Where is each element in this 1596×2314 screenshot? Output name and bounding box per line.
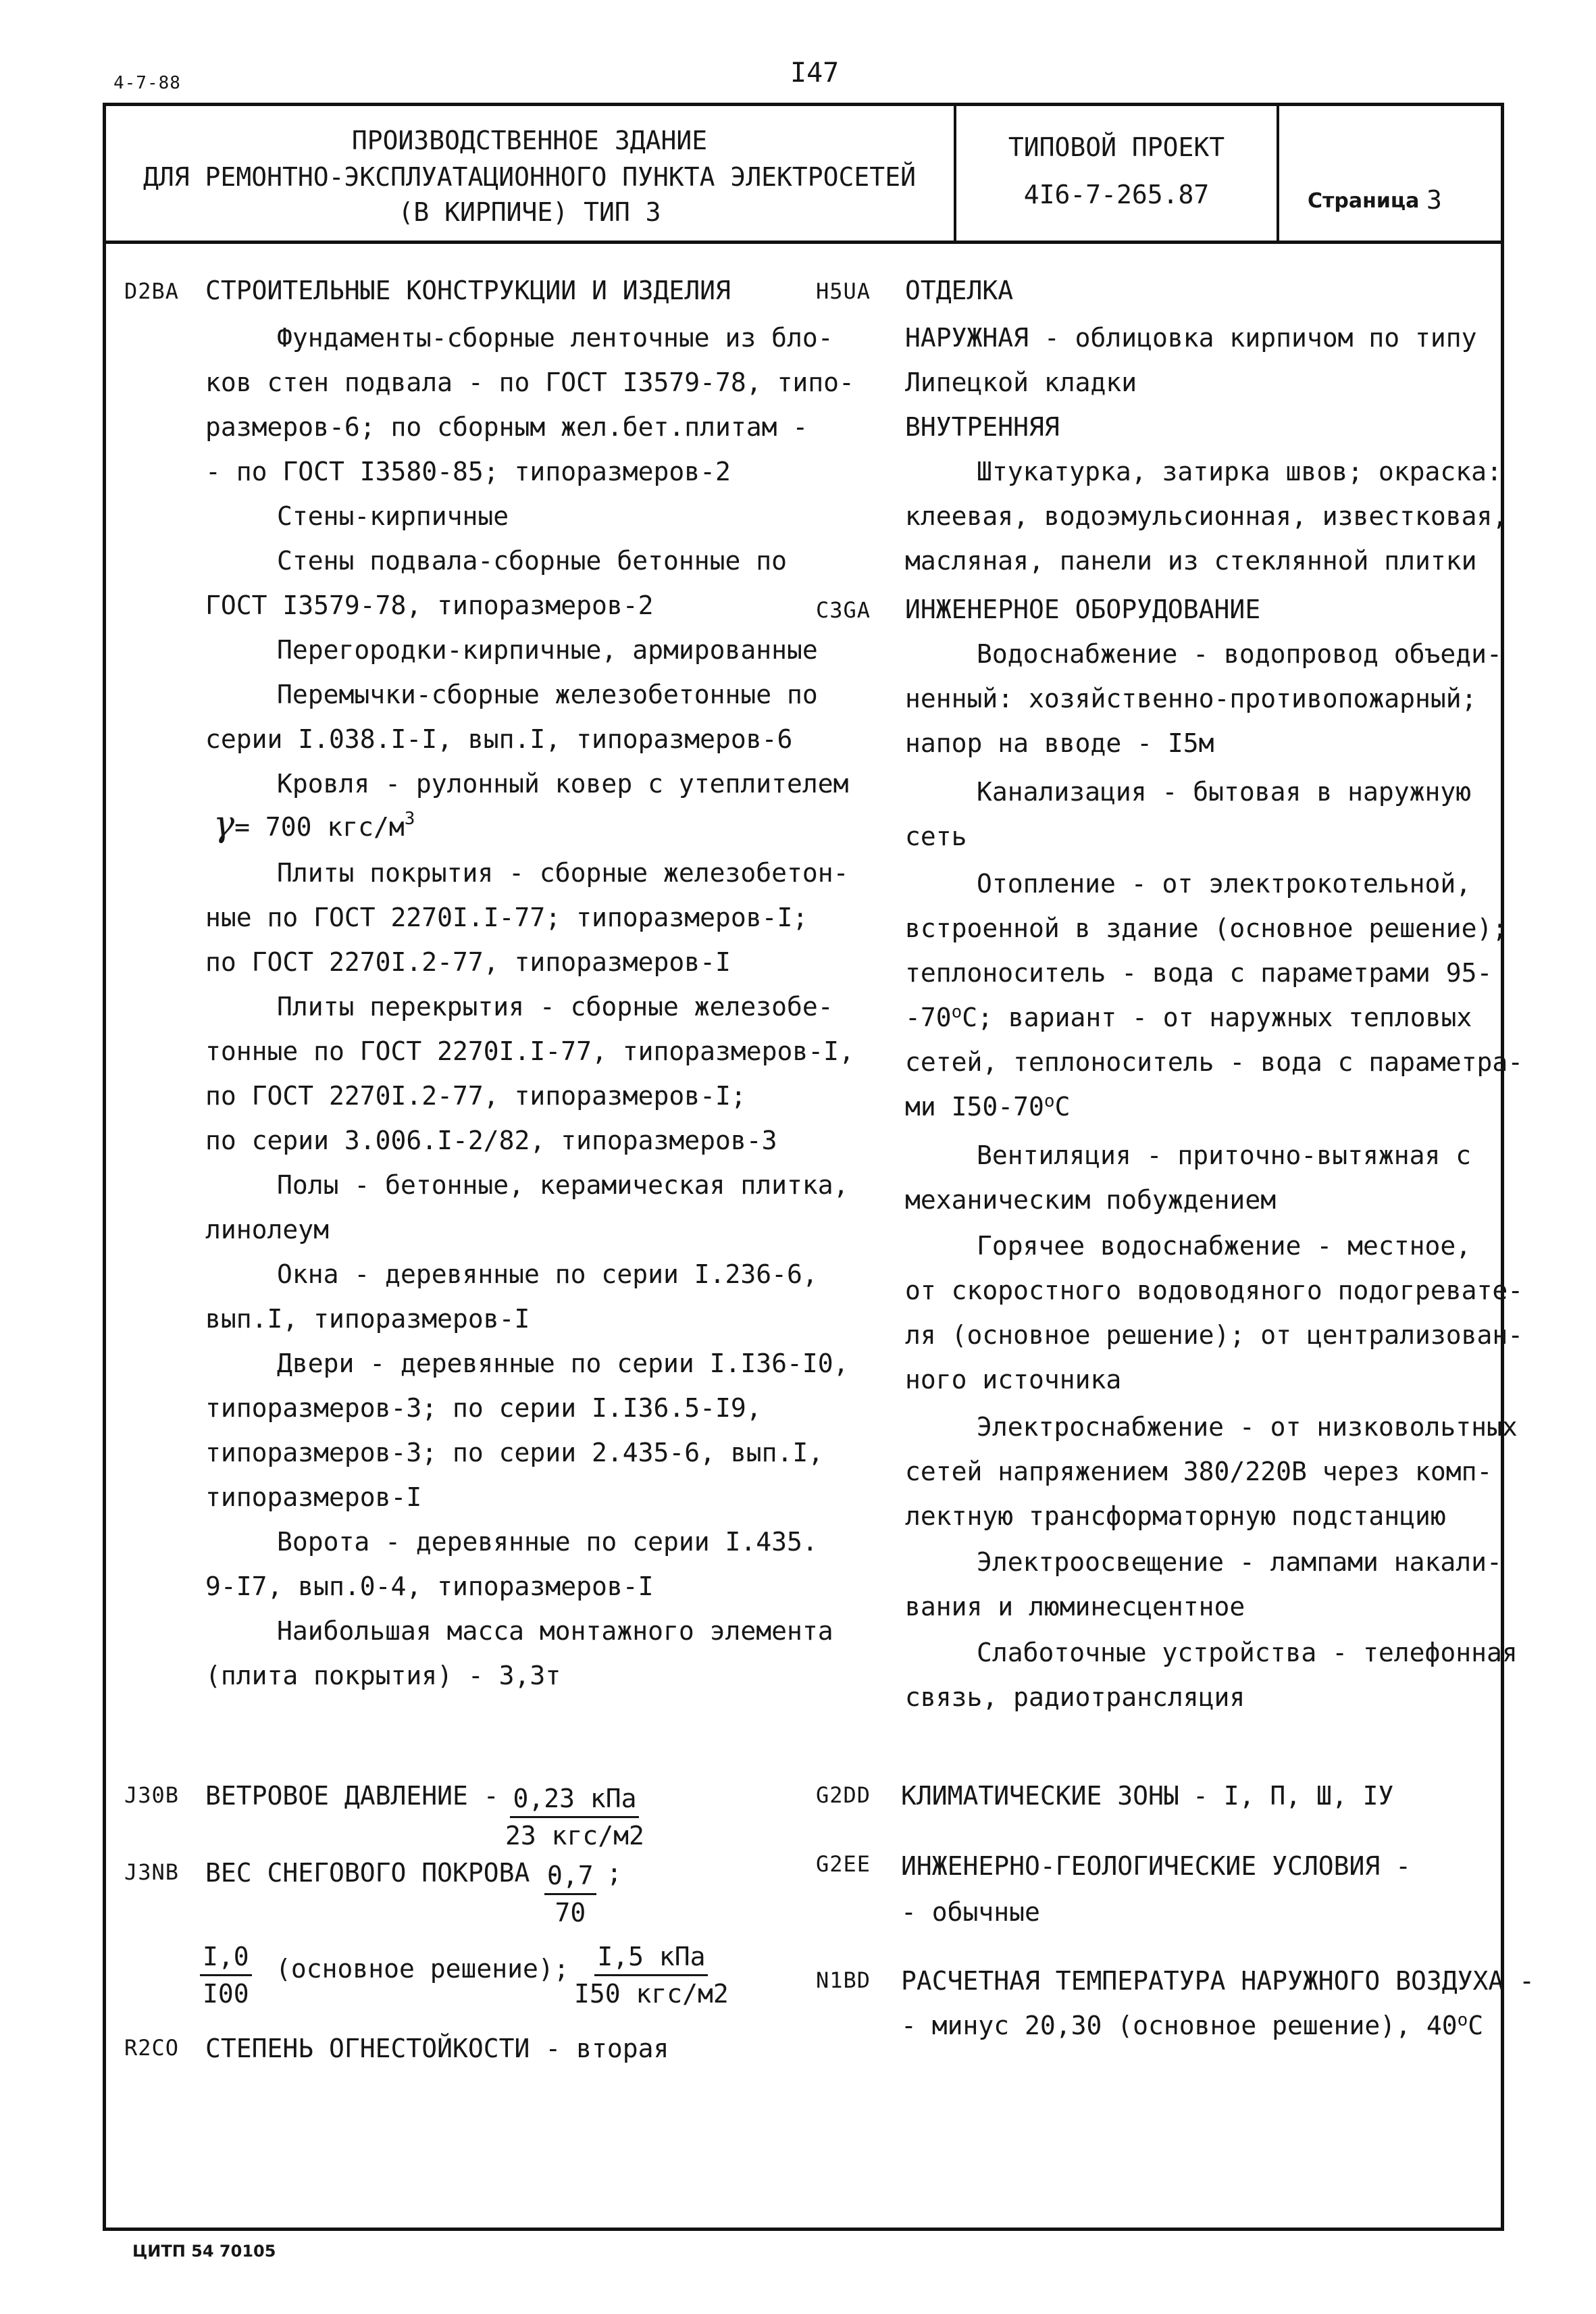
left-line: ков стен подвала - по ГОСТ I3579-78, типо- [205, 368, 854, 397]
right-line: ВНУТРЕННЯЯ [905, 412, 1060, 442]
climate-value: - I, П, Ш, IУ [1193, 1781, 1394, 1811]
code-n1bd: N1BD [816, 1967, 871, 1993]
temperature-line-2: - минус 20,30 (основное решение), $40^оС$ [901, 2010, 1484, 2040]
right-line: Вентиляция - приточно-вытяжная с [977, 1140, 1472, 1170]
left-line: Окна - деревянные по серии I.236-6, [277, 1259, 818, 1289]
right-line: Электроснабжение - от низковольтных [977, 1412, 1518, 1442]
right-line: от скоростного водоводяного подогревате- [905, 1276, 1524, 1305]
heating-temp-line: $-70^оС$; вариант - от наружных тепловых [905, 1002, 1472, 1032]
snow-separator: ; [607, 1858, 622, 1888]
right-line: Липецкой кладки [905, 368, 1137, 397]
left-line: типоразмеров-I [205, 1482, 422, 1512]
snow-value: $\frac{0,7}{70}$ [544, 1858, 596, 1930]
left-line: Перегородки-кирпичные, армированные [277, 635, 818, 665]
code-g2dd: G2DD [816, 1782, 871, 1808]
right-line: Водоснабжение - водопровод объеди- [977, 639, 1502, 669]
code-j30b: J30B [124, 1782, 180, 1808]
snow-label: ВЕС СНЕГОВОГО ПОКРОВА - [205, 1858, 561, 1888]
right-line: Слаботочные устройства - телефонная [977, 1638, 1518, 1667]
right-line: вания и люминесцентное [905, 1592, 1245, 1621]
left-line: линолеум [205, 1215, 330, 1244]
right-line: ИНЖЕНЕРНОЕ ОБОРУДОВАНИЕ [905, 595, 1261, 624]
wind-label: ВЕТРОВОЕ ДАВЛЕНИЕ - [205, 1781, 499, 1811]
left-line: Полы - бетонные, керамическая плитка, [277, 1170, 849, 1200]
left-line: (плита покрытия) - 3,3т [205, 1661, 561, 1690]
right-line: масляная, панели из стеклянной плитки [905, 546, 1477, 576]
right-line: связь, радиотрансляция [905, 1682, 1245, 1712]
right-line: Отопление - от электрокотельной, [977, 869, 1472, 899]
right-line: напор на вводе - I5м [905, 728, 1214, 758]
header-divider [103, 241, 1504, 244]
right-line: Канализация - бытовая в наружную [977, 777, 1472, 807]
header-divider-2 [1277, 103, 1279, 242]
fire-resistance: СТЕПЕНЬ ОГНЕСТОЙКОСТИ - вторая [205, 2034, 669, 2063]
right-line: сетей, теплоноситель - вода с параметра- [905, 1047, 1524, 1077]
left-line: типоразмеров-3; по серии I.I36.5-I9, [205, 1393, 762, 1423]
left-section-title: СТРОИТЕЛЬНЫЕ КОНСТРУКЦИИ И ИЗДЕЛИЯ [205, 276, 731, 305]
heating-alt-temp-line: ми $I50-70^оС$ [905, 1091, 1071, 1122]
temperature-line-1: РАСЧЕТНАЯ ТЕМПЕРАТУРА НАРУЖНОГО ВОЗДУХА - [901, 1966, 1535, 1996]
section-code-d2ba: D2BA [124, 278, 180, 304]
right-line: теплоноситель - вода с параметрами 95- [905, 958, 1493, 988]
left-line: Фундаменты-сборные ленточные из бло- [277, 323, 833, 353]
code-j3nb: J3NB [124, 1859, 180, 1885]
left-line: - по ГОСТ I3580-85; типоразмеров-2 [205, 457, 731, 486]
right-line: ОТДЕЛКА [905, 276, 1014, 305]
left-line: типоразмеров-3; по серии 2.435-6, вып.I, [205, 1438, 824, 1467]
right-line: ненный: хозяйственно-противопожарный; [905, 684, 1477, 713]
roof-density: γ= 700 кгс/$м^3$ [213, 804, 415, 845]
geology-line-2: - обычные [901, 1897, 1040, 1927]
page-value: 3 [1426, 185, 1442, 215]
left-line: 9-I7, вып.0-4, типоразмеров-I [205, 1571, 654, 1601]
page-number: I47 [790, 57, 840, 89]
document-code: 4-7-88 [113, 73, 181, 93]
project-label: ТИПОВОЙ ПРОЕКТ [1008, 132, 1225, 162]
left-line: по ГОСТ 2270I.2-77, типоразмеров-I; [205, 1081, 746, 1111]
gamma-symbol: γ [213, 804, 235, 845]
left-line: вып.I, типоразмеров-I [205, 1304, 530, 1334]
snow-alt-value: $\frac{\text{I,5 кПа}}{\text{I50 кгс/м2}}$ [574, 1939, 729, 2011]
right-line: Штукатурка, затирка швов; окраска: [977, 457, 1502, 486]
right-line: сеть [905, 822, 967, 851]
right-line: ного источника [905, 1365, 1122, 1394]
right-line: встроенной в здание (основное решение); [905, 913, 1508, 943]
right-line: НАРУЖНАЯ - облицовка кирпичом по типу [905, 323, 1477, 353]
project-number: 4I6-7-265.87 [1023, 180, 1210, 209]
code-g2ee: G2EE [816, 1851, 871, 1877]
left-line: Стены-кирпичные [277, 501, 509, 531]
header-divider-1 [954, 103, 956, 242]
wind-value: $\frac{\text{0,23 кПа}}{\text{23 кгс/м2}}$ [505, 1781, 644, 1853]
right-line: Горячее водоснабжение - местное, [977, 1231, 1472, 1261]
left-line: размеров-6; по сборным жел.бет.плитам - [205, 412, 808, 442]
left-line: ГОСТ I3579-78, типоразмеров-2 [205, 590, 654, 620]
left-line: Стены подвала-сборные бетонные по [277, 546, 787, 576]
page-label: Страница [1308, 189, 1420, 213]
snow-base-note: (основное решение); [276, 1954, 569, 1984]
right-line: лектную трансформаторную подстанцию [905, 1501, 1446, 1531]
left-line: тонные по ГОСТ 2270I.I-77, типоразмеров-I, [205, 1036, 854, 1066]
right-line: ля (основное решение); от централизован- [905, 1320, 1524, 1350]
left-line: Плиты перекрытия - сборные железобе- [277, 992, 833, 1022]
climate-label: КЛИМАТИЧЕСКИЕ ЗОНЫ [901, 1781, 1179, 1811]
left-line: Кровля - рулонный ковер с утеплителем [277, 769, 849, 799]
right-line: механическим побуждением [905, 1185, 1277, 1215]
left-line: серии I.038.I-I, вып.I, типоразмеров-6 [205, 724, 793, 754]
right-line: Электроосвещение - лампами накали- [977, 1547, 1502, 1577]
title-line-3: (В КИРПИЧЕ) ТИП 3 [398, 197, 661, 227]
geology-line-1: ИНЖЕНЕРНО-ГЕОЛОГИЧЕСКИЕ УСЛОВИЯ - [901, 1851, 1411, 1881]
left-line: Наибольшая масса монтажного элемента [277, 1616, 833, 1646]
right-line: клеевая, водоэмульсионная, известковая, [905, 501, 1508, 531]
left-line: по ГОСТ 2270I.2-77, типоразмеров-I [205, 947, 731, 977]
left-line: Двери - деревянные по серии I.I36-I0, [277, 1349, 849, 1378]
left-line: Перемычки-сборные железобетонные по [277, 680, 818, 709]
right-line: сетей напряжением 380/220В через комп- [905, 1457, 1493, 1486]
code-r2co: R2CO [124, 2035, 180, 2061]
section-code-h5ua: H5UA [816, 278, 871, 304]
footer-stamp: ЦИТП 54 70105 [132, 2242, 276, 2261]
left-line: по серии 3.006.I-2/82, типоразмеров-3 [205, 1126, 777, 1155]
snow-base-value: $\frac{I,0}{I00}$ [200, 1939, 252, 2011]
left-line: ные по ГОСТ 2270I.I-77; типоразмеров-I; [205, 903, 808, 932]
left-line: Ворота - деревянные по серии I.435. [277, 1527, 818, 1557]
section-code-c3ga: C3GA [816, 597, 871, 623]
left-line: Плиты покрытия - сборные железобетон- [277, 858, 849, 888]
title-line-1: ПРОИЗВОДСТВЕННОЕ ЗДАНИЕ [351, 126, 708, 155]
title-line-2: ДЛЯ РЕМОНТНО-ЭКСПЛУАТАЦИОННОГО ПУНКТА ЭЛЕКТРОСЕТЕЙ [143, 162, 916, 192]
